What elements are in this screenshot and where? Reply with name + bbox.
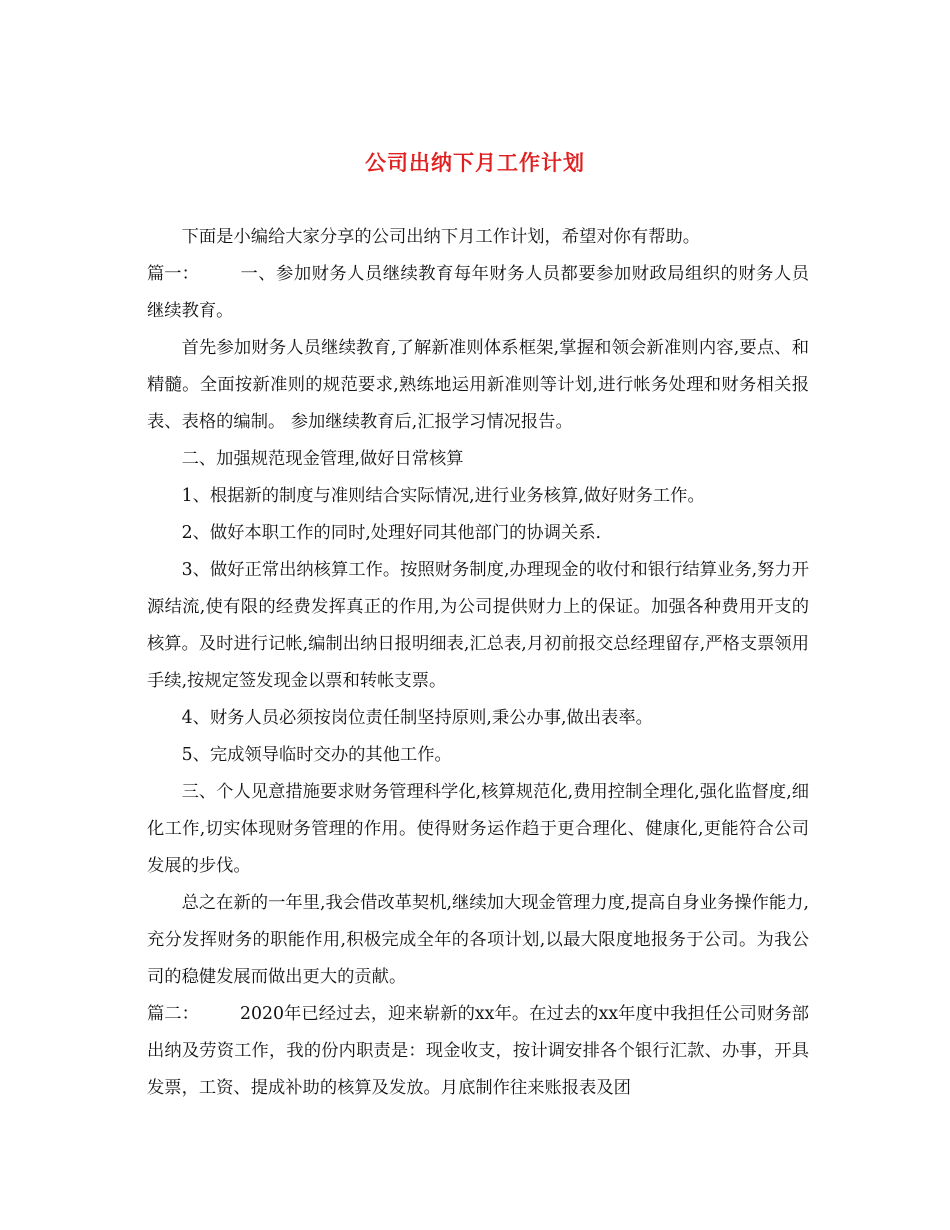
document-title: 公司出纳下月工作计划 [365,150,585,176]
list-item-5: 5、完成领导临时交办的其他工作。 [181,745,452,765]
list-item-1: 1、根据新的制度与准则结合实际情况,进行业务核算,做好财务工作。 [181,486,705,506]
section-two-label: 篇二： [147,1004,199,1024]
cash-management-heading: 二、加强规范现金管理,做好日常核算 [181,449,464,469]
continuing-education-paragraph: 首先参加财务人员继续教育,了解新准则体系框架,掌握和领会新准则内容,要点、和精髓。全面按新准则的规范要求,熟练地运用新准则等计划,进行帐务处理和财务相关报表、表格的编制。 参加继续教育后,汇报学习情况报告。 [147,338,809,432]
section-one-paragraph [147,256,809,330]
intro-paragraph: 下面是小编给大家分享的公司出纳下月工作计划，希望对你有帮助。 [181,227,701,247]
list-item-3: 3、做好正常出纳核算工作。按照财务制度,办理现金的收付和银行结算业务,努力开源结流,使有限的经费发挥真正的作用,为公司提供财力上的保证。加强各种费用开支的核算。及时进行记帐,编制出纳日报明细表,汇总表,月初前报交总经理留存,严格支票领用手续,按规定签发现金以票和转帐支票。 [147,560,809,691]
document-body [147,219,809,1107]
section-one-label: 篇一： [147,264,199,284]
section-two-text: 2020年已经过去，迎来崭新的xx年。在过去的xx年度中我担任公司财务部出纳及劳资工作，我的份内职责是：现金收支，按计调安排各个银行汇款、办事，开具发票，工资、提成补助的核算及发放。月底制作往来账报表及团 [147,1004,809,1098]
section-one-text: 一、参加财务人员继续教育每年财务人员都要参加财政局组织的财务人员继续教育。 [147,264,809,321]
conclusion-paragraph: 总之在新的一年里,我会借改革契机,继续加大现金管理力度,提高自身业务操作能力,充分发挥财务的职能作用,积极完成全年的各项计划,以最大限度地报务于公司。为我公司的稳健发展而做出更大的贡献。 [147,893,809,987]
list-item-4: 4、财务人员必须按岗位责任制坚持原则,秉公办事,做出表率。 [181,708,653,728]
personal-suggestions-paragraph: 三、个人见意措施要求财务管理科学化,核算规范化,费用控制全理化,强化监督度,细化工作,切实体现财务管理的作用。使得财务运作趋于更合理化、健康化,更能符合公司发展的步伐。 [147,782,809,876]
section-two-paragraph [147,996,809,1107]
list-item-2: 2、做好本职工作的同时,处理好同其他部门的协调关系. [181,523,602,543]
